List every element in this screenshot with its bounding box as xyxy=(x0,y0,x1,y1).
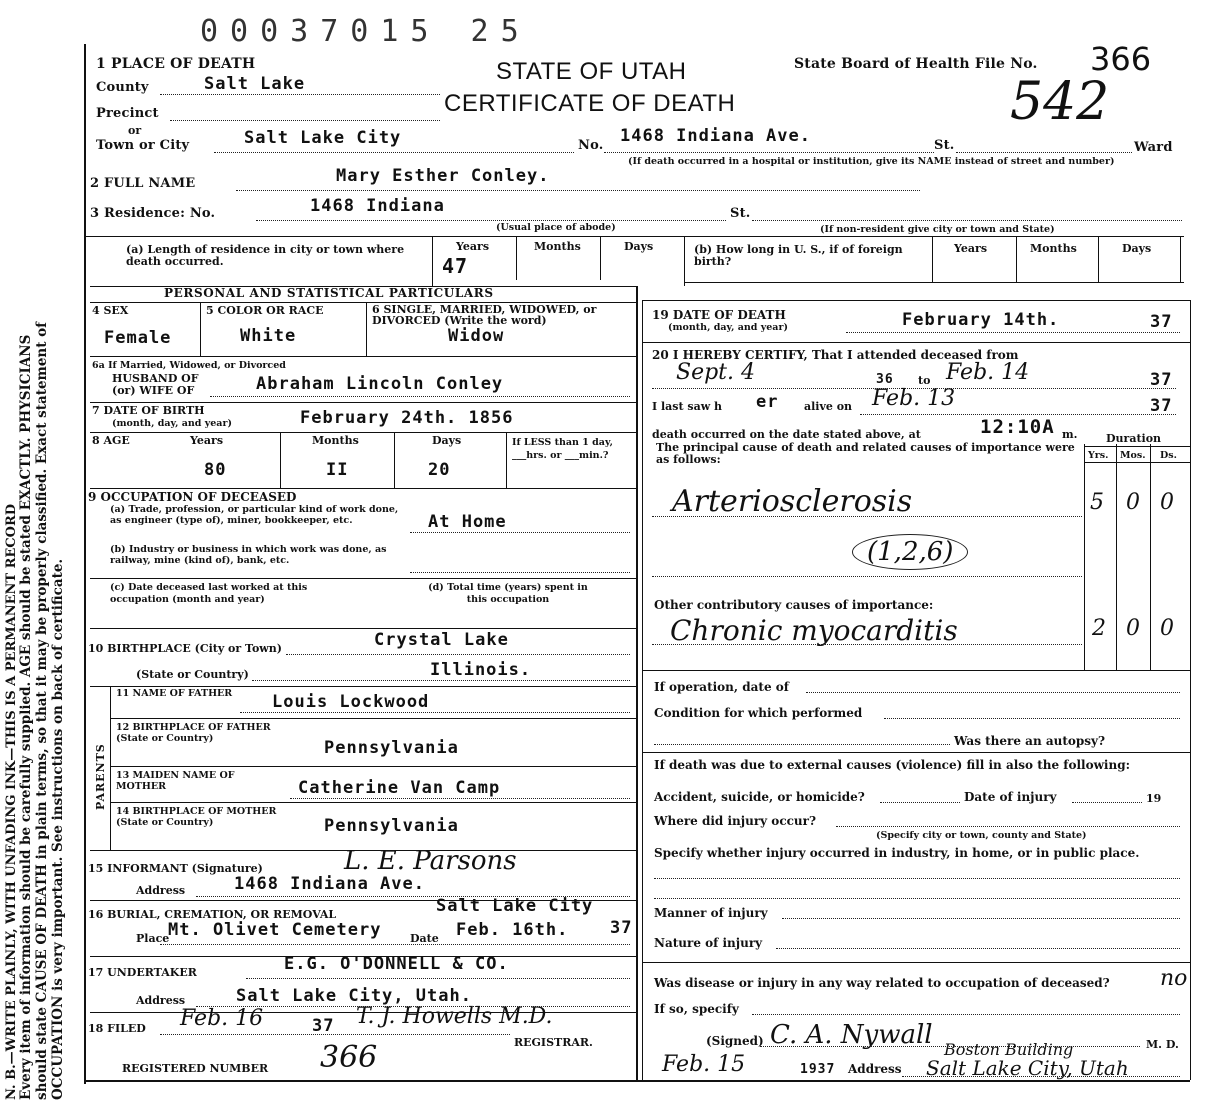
death-time: 12:10A xyxy=(980,416,1055,438)
other-value: Chronic myocarditis xyxy=(670,614,958,647)
occupation-b: (b) Industry or business in which work was done, as railway, mine (kind of), bank, etc. xyxy=(110,544,387,566)
side-note-1: N. B.—WRITE PLAINLY, WITH UNFADING INK—THIS IS A PERMANENT RECORD xyxy=(4,503,19,1100)
accident-label: Accident, suicide, or homicide? xyxy=(654,790,865,804)
state-title: STATE OF UTAH xyxy=(496,58,687,85)
informant-address: 1468 Indiana Ave. xyxy=(234,874,425,894)
address-value: 1468 Indiana Ave. xyxy=(620,126,811,146)
condition-label: Condition for which performed xyxy=(654,706,863,720)
dod-label: 19 DATE OF DEATH xyxy=(652,308,786,322)
sign-address2: Boston Building xyxy=(944,1040,1074,1059)
parents-label: PARENTS xyxy=(94,743,107,810)
years-label: Years xyxy=(456,240,490,253)
birthplace-city: Crystal Lake xyxy=(374,630,509,650)
undertaker-address-label: Address xyxy=(136,994,186,1007)
burial-label: 16 BURIAL, CREMATION, OR REMOVAL xyxy=(88,908,337,921)
serial-number: 00037015 25 xyxy=(200,14,531,49)
undertaker-address: Salt Lake City, Utah. xyxy=(236,986,472,1006)
marital-value: Widow xyxy=(448,326,505,346)
spouse-label-b: HUSBAND OF xyxy=(112,372,199,385)
cause-stamp: (1,2,6) xyxy=(852,534,968,570)
to-year: 37 xyxy=(1150,370,1173,390)
to-label: to xyxy=(918,374,931,387)
marital-label: 6 SINGLE, MARRIED, WIDOWED, or DIVORCED (Write the word) xyxy=(372,303,597,327)
undertaker-label: 17 UNDERTAKER xyxy=(88,966,197,979)
precinct-label: Precinct xyxy=(96,106,159,121)
date-injury-19: 19 xyxy=(1146,792,1162,805)
registered-number-label: REGISTERED NUMBER xyxy=(122,1062,269,1075)
mother-bp-label: 14 BIRTHPLACE OF MOTHER (State or Country) xyxy=(116,806,277,828)
cause-value: Arteriosclerosis xyxy=(672,484,913,519)
specify-whether-label: Specify whether injury occurred in industry, in home, or in public place. xyxy=(654,846,1140,860)
autopsy-label: Was there an autopsy? xyxy=(954,734,1106,748)
cause-yrs: 5 xyxy=(1090,490,1104,515)
birthplace-label: 10 BIRTHPLACE (City or Town) xyxy=(88,642,282,655)
occupation-label: 9 OCCUPATION OF DECEASED xyxy=(88,490,297,504)
dob-sub: (month, day, and year) xyxy=(112,418,232,429)
sign-date: Feb. 15 xyxy=(662,1052,746,1077)
age-years: 80 xyxy=(204,460,227,480)
informant-label: 15 INFORMANT (Signature) xyxy=(88,862,263,875)
saw-er: er xyxy=(756,392,779,412)
town-value: Salt Lake City xyxy=(244,128,402,148)
to-date: Feb. 14 xyxy=(946,360,1030,385)
manner-label: Manner of injury xyxy=(654,906,768,920)
sign-address-label: Address xyxy=(848,1062,902,1076)
age-months-label: Months xyxy=(312,434,359,447)
cause-ds: 0 xyxy=(1160,490,1174,515)
burial-date: Feb. 16th. xyxy=(456,920,569,940)
town-label: Town or City xyxy=(96,138,190,153)
side-note-4: OCCUPATION is very important. See instructions on back of certificate. xyxy=(50,558,66,1100)
dob-value: February 24th. 1856 xyxy=(300,408,514,428)
m-label: m. xyxy=(1062,428,1078,441)
spouse-value: Abraham Lincoln Conley xyxy=(256,374,504,394)
place-heading: 1 PLACE OF DEATH xyxy=(96,56,256,72)
age-days: 20 xyxy=(428,460,451,480)
father-value: Louis Lockwood xyxy=(272,692,430,712)
cause-label: The principal cause of death and related causes of importance were as follows: xyxy=(656,441,1075,466)
us-days-label: Days xyxy=(1122,242,1152,255)
file-no-handwritten: 542 xyxy=(1010,72,1110,132)
us-years-label: Years xyxy=(954,242,988,255)
filed-date: Feb. 16 xyxy=(180,1006,264,1031)
where-label: Where did injury occur? xyxy=(654,814,817,828)
saw-label: I last saw h xyxy=(652,400,723,413)
burial-place: Mt. Olivet Cemetery xyxy=(168,920,382,940)
registrar-label: REGISTRAR. xyxy=(514,1036,593,1049)
spouse-label-c: (or) WIFE OF xyxy=(112,384,195,397)
mos-label: Mos. xyxy=(1120,450,1146,461)
age-days-label: Days xyxy=(432,434,462,447)
abode-note: (Usual place of abode) xyxy=(496,222,616,233)
related-label: Was disease or injury in any way related to occupation of deceased? xyxy=(654,976,1110,990)
physician-signature: C. A. Nywall xyxy=(770,1020,933,1050)
mother-label: 13 MAIDEN NAME OF MOTHER xyxy=(116,770,235,792)
operation-label: If operation, date of xyxy=(654,680,789,694)
duration-label: Duration xyxy=(1106,432,1162,445)
related-answer: no xyxy=(1160,966,1188,991)
registered-number: 366 xyxy=(320,1040,378,1075)
age-years-label: Years xyxy=(190,434,224,447)
birthplace-state: Illinois. xyxy=(430,660,532,680)
sex-label: 4 SEX xyxy=(92,304,129,317)
burial-year: 37 xyxy=(610,918,633,938)
personal-heading: PERSONAL AND STATISTICAL PARTICULARS xyxy=(164,286,494,300)
father-bp-value: Pennsylvania xyxy=(324,738,459,758)
other-yrs: 2 xyxy=(1092,616,1106,641)
sign-address: Salt Lake City, Utah xyxy=(926,1056,1129,1080)
signed-label: (Signed) xyxy=(706,1034,764,1048)
dod-year: 37 xyxy=(1150,312,1173,332)
date-injury-label: Date of injury xyxy=(964,790,1057,804)
filed-year: 37 xyxy=(312,1016,335,1036)
md-label: M. D. xyxy=(1146,1038,1179,1051)
side-note-2: Every item of information should be carefully supplied. AGE should be stated EXACTLY. PHYSICIANS xyxy=(18,334,34,1100)
filed-label: 18 FILED xyxy=(88,1022,146,1035)
occurred-label: death occurred on the date stated above, at xyxy=(652,428,921,441)
father-bp-label: 12 BIRTHPLACE OF FATHER (State or Country) xyxy=(116,722,271,744)
st-label: St. xyxy=(934,138,955,153)
nature-label: Nature of injury xyxy=(654,936,763,950)
undertaker-value: E.G. O'DONNELL & CO. xyxy=(284,954,509,974)
side-note-3: should state CAUSE OF DEATH in plain terms, so that it may be properly classified. Exact statement of xyxy=(34,322,50,1100)
age-months: II xyxy=(326,460,349,480)
us-label: (b) How long in U. S., if of foreign birth? xyxy=(694,243,903,268)
months-label: Months xyxy=(534,240,581,253)
dod-value: February 14th. xyxy=(902,310,1060,330)
nonres-note: (If non-resident give city or town and State) xyxy=(820,224,1055,235)
full-name-value: Mary Esther Conley. xyxy=(336,166,550,186)
residence-st-label: St. xyxy=(730,206,751,221)
ward-label: Ward xyxy=(1134,140,1173,155)
or-label: or xyxy=(128,124,142,137)
age-label: 8 AGE xyxy=(92,434,130,447)
full-name-label: 2 FULL NAME xyxy=(90,176,196,191)
residence-years: 47 xyxy=(442,254,469,278)
sex-value: Female xyxy=(104,328,172,348)
occupation-d: (d) Total time (years) spent in this occupation xyxy=(428,582,588,605)
residence-value: 1468 Indiana xyxy=(310,196,445,216)
saw-date: Feb. 13 xyxy=(872,386,956,411)
file-no: 366 xyxy=(1090,40,1152,78)
father-label: 11 NAME OF FATHER xyxy=(116,688,233,699)
from-year: 36 xyxy=(876,372,894,387)
other-label: Other contributory causes of importance: xyxy=(654,598,934,612)
county-value: Salt Lake xyxy=(204,74,306,94)
mother-bp-value: Pennsylvania xyxy=(324,816,459,836)
residence-label: 3 Residence: No. xyxy=(90,206,216,221)
burial-place-label: Place xyxy=(136,932,170,945)
us-months-label: Months xyxy=(1030,242,1077,255)
specify-city-note: (Specify city or town, county and State) xyxy=(876,830,1087,841)
registrar-signature: T. J. Howells M.D. xyxy=(356,1004,553,1029)
informant-signature: L. E. Parsons xyxy=(344,846,517,876)
sign-year: 1937 xyxy=(800,1062,836,1077)
cause-mos: 0 xyxy=(1126,490,1140,515)
birthplace-state-label: (State or Country) xyxy=(136,668,249,681)
saw-year: 37 xyxy=(1150,396,1173,416)
occupation-a: (a) Trade, profession, or particular kind of work done, as engineer (type of), miner, bookkeeper, etc. xyxy=(110,504,399,526)
dod-sub: (month, day, and year) xyxy=(668,322,788,333)
certify-label: 20 I HEREBY CERTIFY, That I attended deceased from xyxy=(652,348,1019,362)
external-label: If death was due to external causes (violence) fill in also the following: xyxy=(654,758,1131,772)
other-ds: 0 xyxy=(1160,616,1174,641)
color-label: 5 COLOR OR RACE xyxy=(206,304,324,317)
burial-date-label: Date xyxy=(410,932,439,945)
days-label: Days xyxy=(624,240,654,253)
occupation-value: At Home xyxy=(428,512,507,532)
spouse-label-a: 6a If Married, Widowed, or Divorced xyxy=(92,360,286,371)
if-so-label: If so, specify xyxy=(654,1002,739,1016)
hospital-note: (If death occurred in a hospital or institution, give its NAME instead of street and number) xyxy=(628,156,1115,167)
from-date: Sept. 4 xyxy=(676,360,755,385)
no-label: No. xyxy=(578,138,604,153)
color-value: White xyxy=(240,326,297,346)
other-mos: 0 xyxy=(1126,616,1140,641)
file-no-label: State Board of Health File No. xyxy=(794,56,1038,72)
informant-address-label: Address xyxy=(136,884,186,897)
less-label: If LESS than 1 day, ___hrs. or ___min.? xyxy=(512,437,613,461)
occupation-c: (c) Date deceased last worked at this occupation (month and year) xyxy=(110,582,308,605)
certificate-title: CERTIFICATE OF DEATH xyxy=(444,90,736,117)
county-label: County xyxy=(96,80,149,95)
ds-label: Ds. xyxy=(1160,450,1177,461)
yrs-label: Yrs. xyxy=(1088,450,1109,461)
mother-value: Catherine Van Camp xyxy=(298,778,501,798)
alive-label: alive on xyxy=(804,400,853,413)
length-label: (a) Length of residence in city or town where death occurred. xyxy=(126,243,405,268)
burial-city: Salt Lake City xyxy=(436,896,594,916)
dob-label: 7 DATE OF BIRTH xyxy=(92,404,205,417)
